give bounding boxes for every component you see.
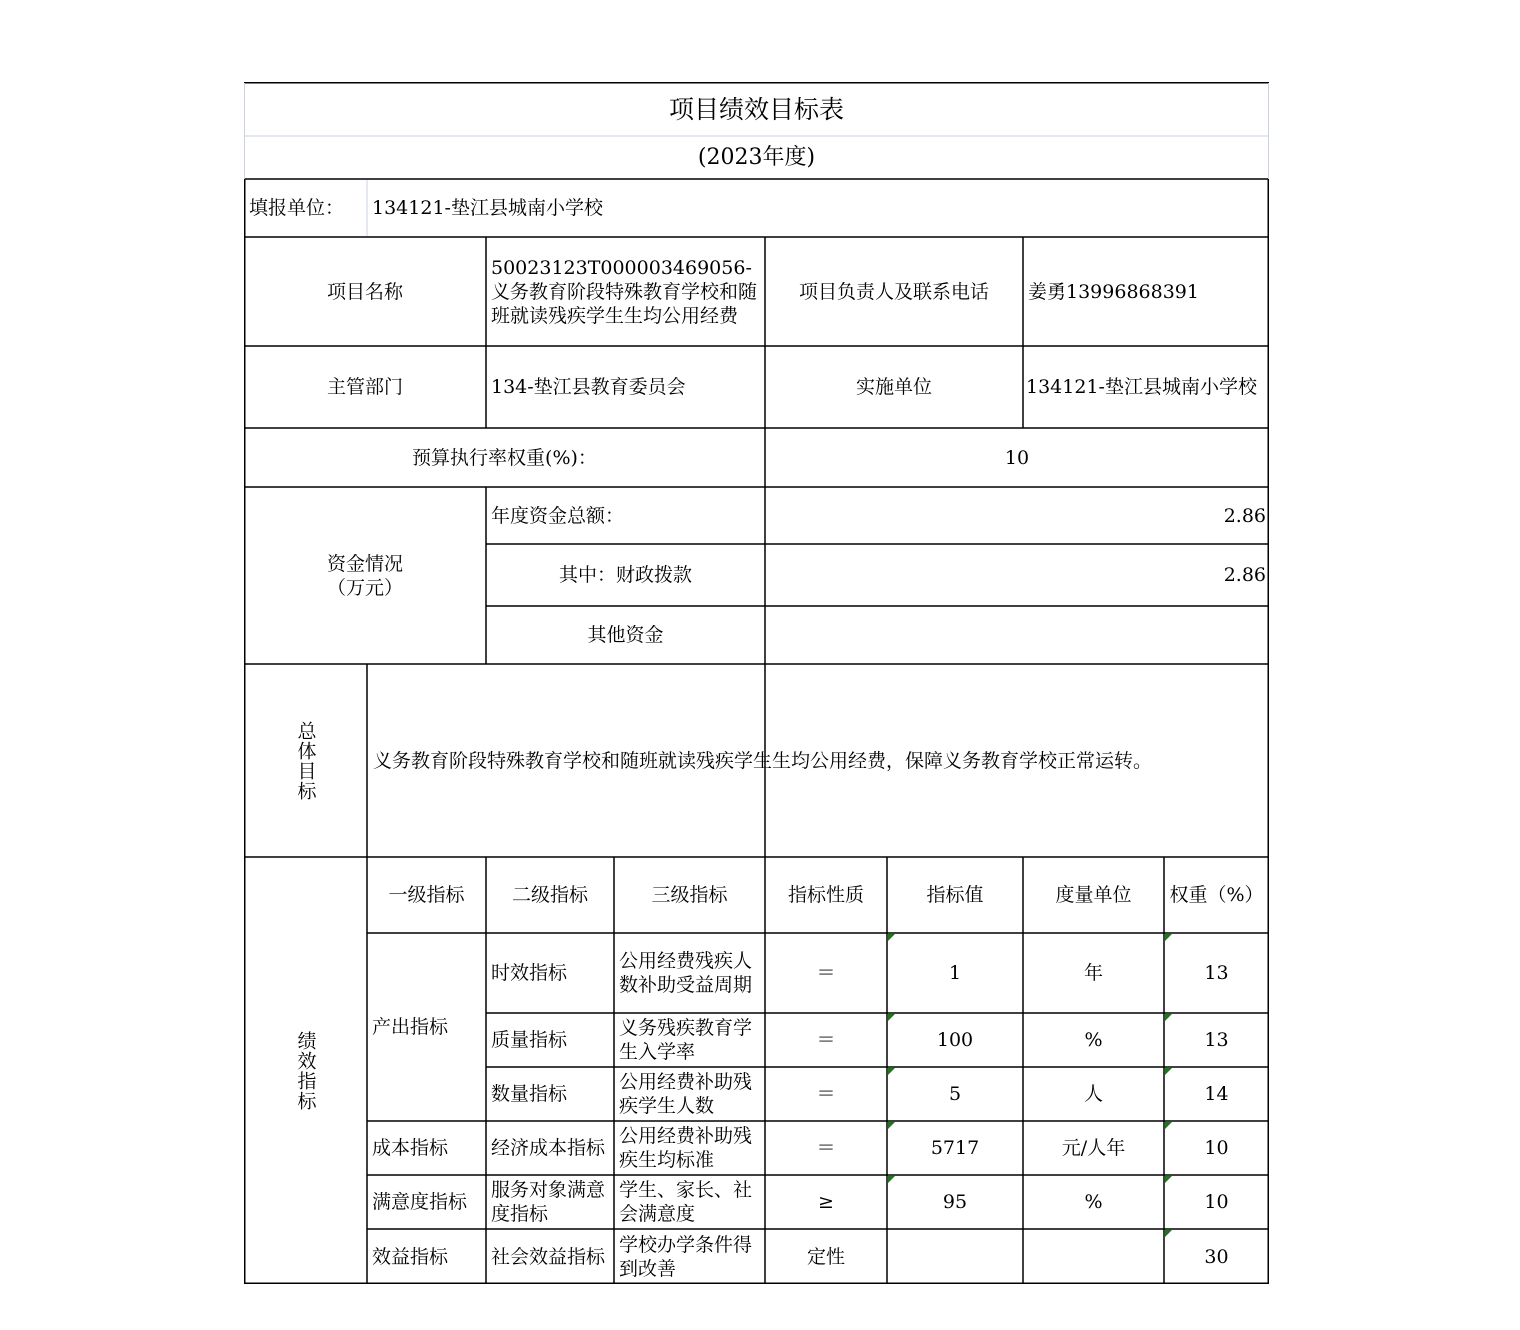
header-level3: 三级指标 [651, 884, 728, 906]
row1-nature: ＝ [816, 1029, 836, 1051]
project-name-value: 50023123T000003469056-义务教育阶段特殊教育学校和随班就读残疾学生生均公用经费 [491, 256, 758, 327]
group-satisfaction: 满意度指标 [372, 1191, 468, 1213]
group-cost: 成本指标 [372, 1137, 449, 1159]
cell-marker [1165, 934, 1172, 941]
row2-nature: ＝ [816, 1083, 836, 1105]
fiscal-allocation-value: 2.86 [1223, 564, 1266, 586]
row5-nature: 定性 [806, 1245, 845, 1268]
indicators-label [244, 857, 367, 1284]
cell-marker [1165, 1068, 1172, 1075]
header-value: 指标值 [926, 884, 984, 906]
row3-unit: 元/人年 [1061, 1137, 1126, 1159]
row2-level2: 数量指标 [491, 1083, 568, 1105]
row0-level3: 公用经费残疾人数补助受益周期 [619, 950, 753, 996]
row3-level2: 经济成本指标 [491, 1137, 606, 1159]
row1-weight: 13 [1204, 1029, 1229, 1051]
other-funds-label: 其他资金 [587, 624, 664, 646]
performance-target-table [244, 82, 1269, 1284]
row3-level3: 公用经费补助残疾生均标准 [619, 1125, 753, 1171]
page-title: 项目绩效目标表 [668, 94, 844, 124]
row5-level2: 社会效益指标 [491, 1245, 606, 1268]
budget-weight-label: 预算执行率权重(%)： [412, 446, 597, 469]
row1-value: 100 [936, 1029, 974, 1051]
cell-marker [1165, 1014, 1172, 1021]
header-level2: 二级指标 [511, 884, 588, 906]
row3-weight: 10 [1204, 1137, 1229, 1159]
cell-marker [1165, 1230, 1172, 1237]
row0-value: 1 [948, 962, 962, 984]
row0-level2: 时效指标 [491, 962, 568, 984]
header-weight: 权重（%） [1169, 884, 1264, 906]
row0-unit: 年 [1083, 962, 1103, 984]
other-funds-value [765, 606, 1269, 664]
row4-value: 95 [942, 1191, 968, 1213]
overall-goal-label-text: 总体目标 [294, 720, 317, 801]
row0-nature: ＝ [816, 962, 836, 984]
overall-goal-text: 义务教育阶段特殊教育学校和随班就读残疾学生生均公用经费，保障义务教育学校正常运转。 [373, 749, 1153, 772]
row1-unit: % [1084, 1029, 1103, 1051]
reporting-unit-label: 填报单位： [249, 197, 345, 219]
group-benefit: 效益指标 [372, 1245, 449, 1268]
row4-level2: 服务对象满意度指标 [491, 1179, 606, 1225]
row3-nature: ＝ [816, 1137, 836, 1159]
funds-label: 资金情况 （万元） [326, 552, 403, 599]
row3-value: 5717 [930, 1137, 980, 1159]
row5-unit [1023, 1229, 1164, 1284]
cell-marker [888, 934, 895, 941]
fiscal-allocation-label: 其中：财政拨款 [558, 564, 692, 586]
project-name-label: 项目名称 [326, 280, 403, 303]
cell-marker [1165, 1176, 1172, 1183]
cell-marker [888, 1068, 895, 1075]
group-output: 产出指标 [372, 1016, 449, 1038]
row5-weight: 30 [1204, 1245, 1229, 1268]
row4-unit: % [1084, 1191, 1103, 1213]
implementing-unit-value: 134121-垫江县城南小学校 [1026, 376, 1257, 398]
cell-marker [1165, 1122, 1172, 1129]
annual-funds-label: 年度资金总额： [491, 504, 625, 527]
row5-value [887, 1229, 1023, 1284]
fiscal-year: (2023年度) [697, 144, 816, 170]
row5-level3: 学校办学条件得到改善 [619, 1233, 753, 1280]
header-nature: 指标性质 [787, 884, 864, 906]
implementing-unit-label: 实施单位 [855, 376, 932, 398]
budget-weight-value: 10 [1004, 446, 1030, 469]
row2-level3: 公用经费补助残疾学生人数 [619, 1071, 753, 1117]
contact-value: 姜勇13996868391 [1028, 280, 1199, 303]
header-level1: 一级指标 [388, 884, 465, 906]
cell-marker [888, 1122, 895, 1129]
contact-label: 项目负责人及联系电话 [798, 280, 989, 303]
row4-nature: ≥ [818, 1191, 834, 1213]
row1-level3: 义务残疾教育学生入学率 [619, 1017, 753, 1063]
row4-weight: 10 [1204, 1191, 1229, 1213]
header-unit: 度量单位 [1055, 884, 1132, 906]
row0-weight: 13 [1204, 962, 1229, 984]
indicators-label-text: 绩效指标 [294, 1030, 317, 1111]
annual-funds-value: 2.86 [1223, 504, 1266, 527]
row2-value: 5 [948, 1083, 962, 1105]
row1-level2: 质量指标 [491, 1029, 568, 1051]
department-value: 134-垫江县教育委员会 [491, 376, 686, 398]
cell-marker [888, 1176, 895, 1183]
department-label: 主管部门 [326, 376, 403, 398]
reporting-unit-value: 134121-垫江县城南小学校 [372, 197, 603, 219]
row2-weight: 14 [1204, 1083, 1229, 1105]
overall-goal-label [244, 664, 367, 857]
row4-level3: 学生、家长、社会满意度 [619, 1179, 753, 1225]
cell-marker [888, 1014, 895, 1021]
row2-unit: 人 [1083, 1083, 1103, 1105]
